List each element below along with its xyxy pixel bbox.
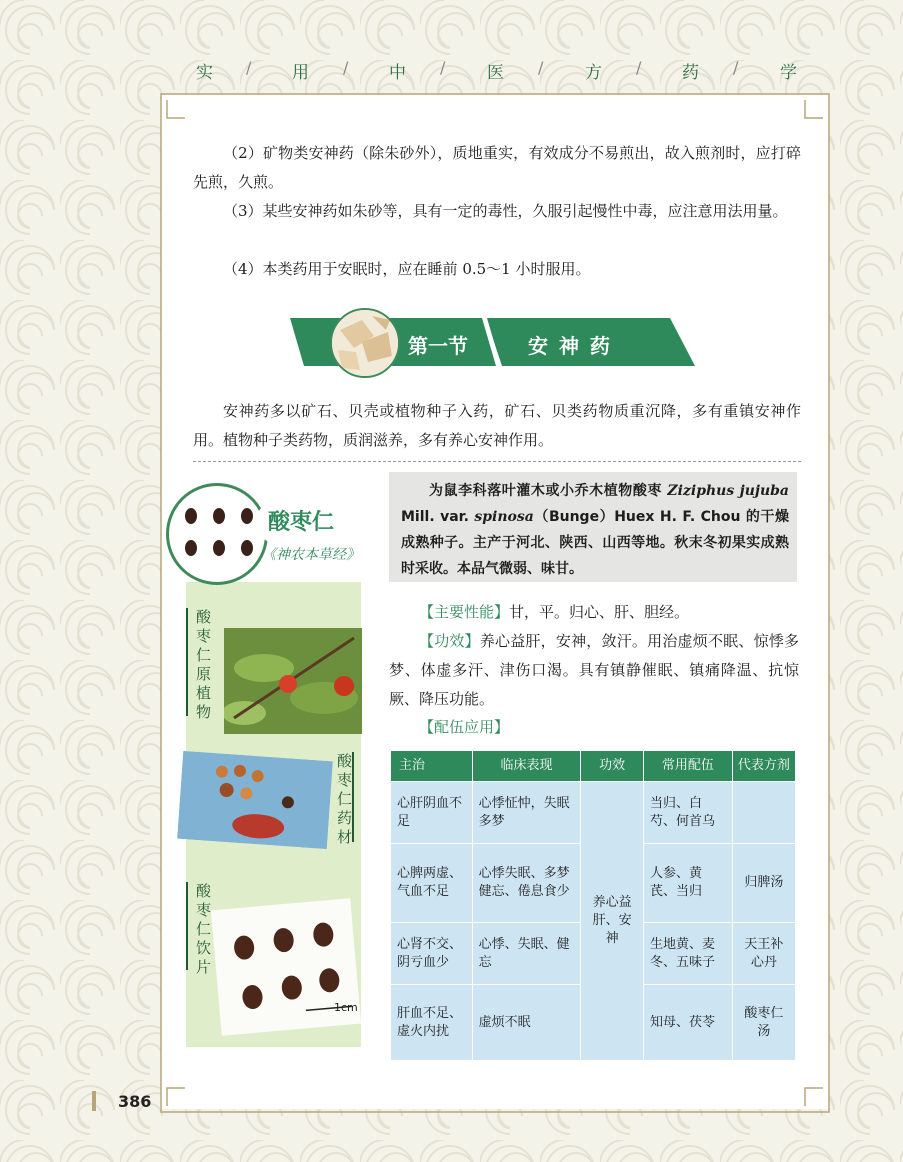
- label-slice: 酸枣仁饮片: [196, 882, 212, 976]
- cell-prescription: [732, 782, 795, 844]
- label-rule: [186, 882, 188, 970]
- cell-combo: 生地黄、麦冬、五味子: [643, 923, 732, 985]
- paragraph-4: （4）本类药用于安眠时，应在睡前 0.5～1 小时服用。: [223, 260, 591, 278]
- cell-effect: 养心益肝、安神: [581, 782, 644, 1061]
- herb-effects: [389, 627, 799, 714]
- section-herb-image: [330, 308, 400, 378]
- header-char: 用: [292, 63, 309, 83]
- usage-label: 【配伍应用】: [419, 718, 510, 736]
- paragraph-2: （2）矿物类安神药（除朱砂外），质地重实，有效成分不易煎出，故入煎剂时，应打碎先煎，久煎。: [193, 144, 801, 191]
- divider: [193, 461, 801, 462]
- cell-combo: 人参、黄芪、当归: [643, 844, 732, 923]
- properties-text: 甘，平。归心、肝、胆经。: [509, 603, 690, 621]
- cell-main: 心脾两虚、气血不足: [391, 844, 473, 923]
- cell-main: 肝血不足、虚火内扰: [391, 985, 473, 1061]
- herb-source: 《神农本草经》: [262, 547, 360, 563]
- header-char: 实: [196, 63, 213, 83]
- scale-label: 1cm: [334, 1001, 358, 1014]
- effects-label: 【功效】: [419, 632, 480, 650]
- cell-symptom: 心悸、失眠、健忘: [472, 923, 581, 985]
- header-char: 医: [487, 63, 504, 83]
- header-char: 中: [389, 63, 406, 83]
- label-rule: [186, 608, 188, 716]
- seed-circle-image: [166, 483, 268, 585]
- section-number: 第一节: [408, 334, 468, 358]
- label-rule: [352, 752, 354, 842]
- header-separator: /: [246, 58, 252, 77]
- label-herb: 酸枣仁药材: [337, 752, 353, 846]
- running-header: [0, 58, 903, 88]
- header-char: 方: [585, 63, 602, 83]
- desc-text: 为鼠李科落叶灌木或小乔木植物酸枣: [429, 483, 668, 499]
- herb-name: 酸枣仁: [268, 510, 335, 535]
- crude-herb-photo: [177, 751, 333, 849]
- section-intro: 安神药多以矿石、贝壳或植物种子入药，矿石、贝类药物质重沉降，多有重镇安神作用。植物种子类药物，质润滋养，多有养心安神作用。: [193, 402, 801, 449]
- properties-label: 【主要性能】: [419, 603, 510, 621]
- page-number: 386: [118, 1092, 152, 1111]
- header-separator: /: [538, 58, 544, 77]
- cell-prescription: 酸枣仁汤: [732, 985, 795, 1061]
- header-separator: /: [343, 58, 349, 77]
- cell-symptom: 心悸怔忡，失眠多梦: [472, 782, 581, 844]
- plant-photo: [224, 628, 362, 734]
- paragraph-3: （3）某些安神药如朱砂等，具有一定的毒性，久服引起慢性中毒，应注意用法用量。: [223, 202, 788, 220]
- cell-combo: 知母、茯苓: [643, 985, 732, 1061]
- desc-text: Mill. var.: [401, 509, 475, 525]
- label-plant: 酸枣仁原植物: [196, 608, 212, 721]
- table-row: [391, 782, 796, 844]
- section-title: 安 神 药: [528, 334, 612, 358]
- header-separator: /: [636, 58, 642, 77]
- desc-latin: spinosa: [474, 509, 534, 525]
- col-header: 临床表现: [472, 751, 581, 782]
- col-header: 代表方剂: [732, 751, 795, 782]
- col-header: 功效: [581, 751, 644, 782]
- cell-symptom: 心悸失眠、多梦健忘、倦息食少: [472, 844, 581, 923]
- header-separator: /: [733, 58, 739, 77]
- cell-combo: 当归、白芍、何首乌: [643, 782, 732, 844]
- desc-latin: Ziziphus jujuba: [667, 483, 790, 499]
- cell-symptom: 虚烦不眠: [472, 985, 581, 1061]
- header-separator: /: [440, 58, 446, 77]
- cell-prescription: 归脾汤: [732, 844, 795, 923]
- col-header: 常用配伍: [643, 751, 732, 782]
- header-char: 学: [780, 63, 797, 83]
- col-header: 主治: [391, 751, 473, 782]
- cell-main: 心肝阴血不足: [391, 782, 473, 844]
- combination-table: [390, 750, 796, 1061]
- cell-main: 心肾不交、阴亏血少: [391, 923, 473, 985]
- effects-text: 养心益肝，安神，敛汗。用治虚烦不眠、惊悸多梦、体虚多汗、津伤口渴。具有镇静催眠、镇痛降温、抗惊厥、降压功能。: [389, 632, 799, 708]
- herb-description: [401, 478, 789, 582]
- page-number-bar: [92, 1091, 96, 1111]
- desc-text: （Bunge）Huex H. F. Chou 的干燥成熟种子。主产于河北、陕西、山西等地。秋末冬初果实成熟时采收。本品气微弱、味甘。: [401, 509, 790, 577]
- header-char: 药: [682, 63, 699, 83]
- cell-prescription: 天王补心丹: [732, 923, 795, 985]
- sliced-herb-photo: [211, 898, 361, 1036]
- herb-properties: [389, 598, 799, 627]
